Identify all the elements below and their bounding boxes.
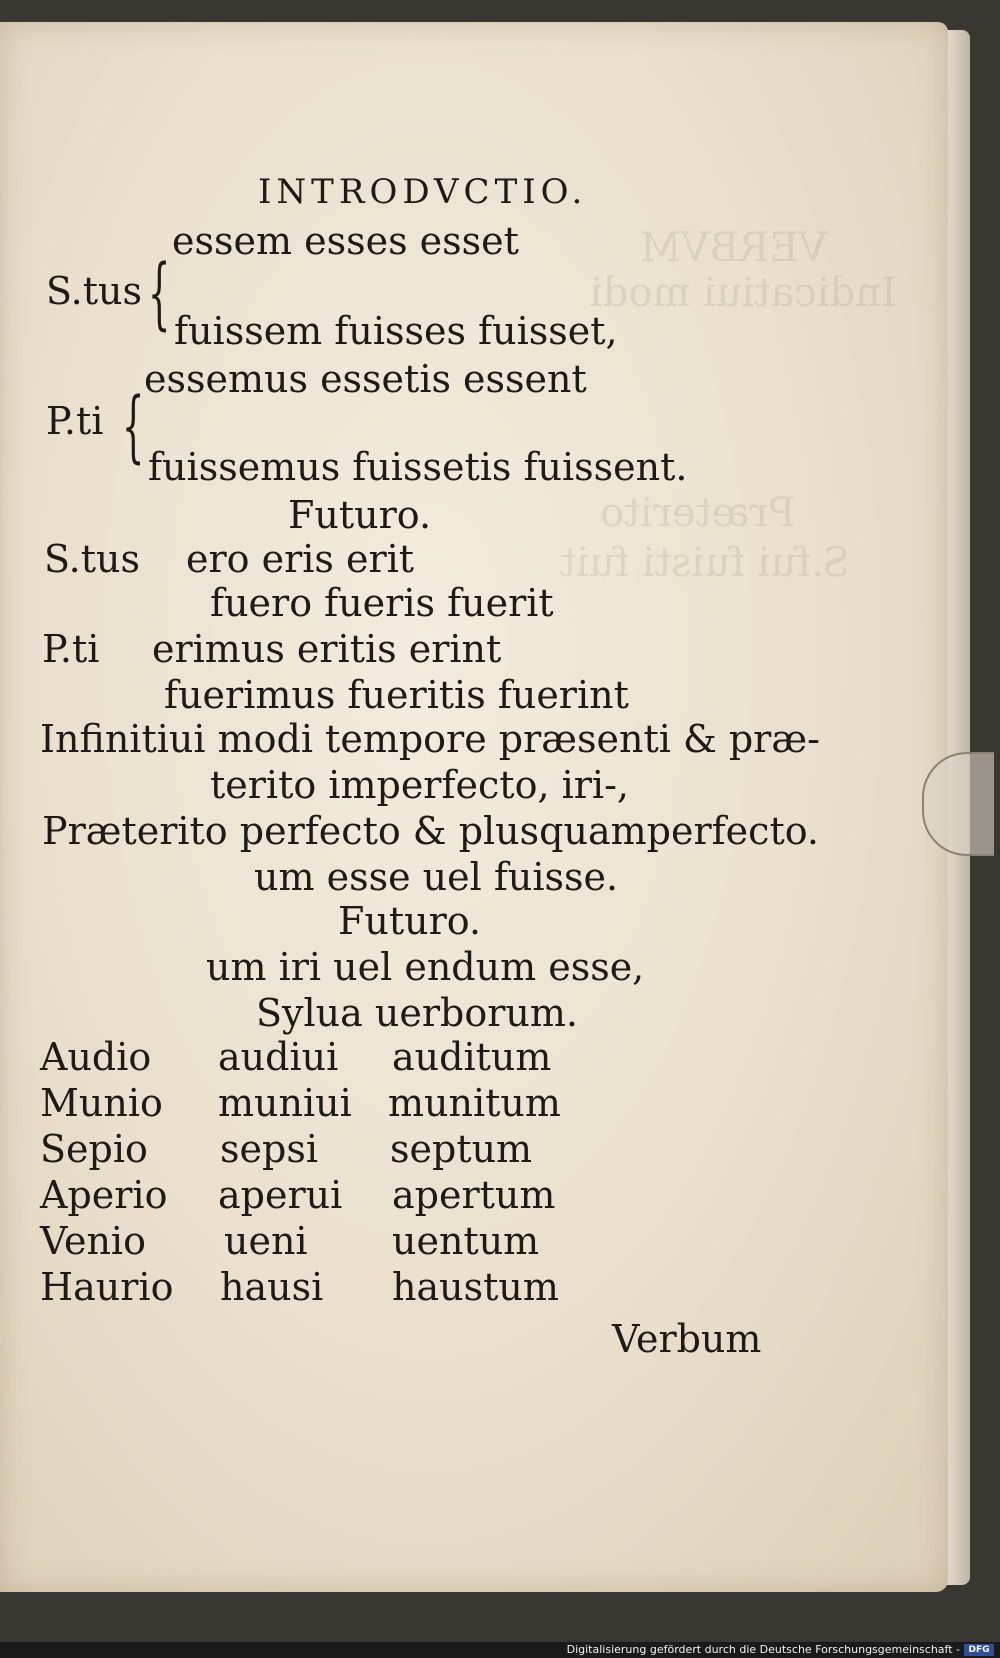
verb-cell: ueni (224, 1219, 308, 1263)
verb-cell: hausi (220, 1265, 324, 1309)
verb-cell: Sepio (40, 1127, 148, 1171)
row-label: S.tus (46, 269, 143, 313)
verb-cell: munitum (388, 1081, 561, 1125)
page-clip (922, 752, 994, 856)
catchword: Verbum (612, 1317, 762, 1361)
verb-cell: uentum (392, 1219, 540, 1263)
section-heading: Sylua uerborum. (256, 991, 578, 1035)
running-head: INTRODVCTIO. (258, 172, 588, 212)
verb-cell: septum (390, 1127, 533, 1171)
text-line: Præterito perfecto & plusquamperfecto. (42, 809, 820, 853)
verb-cell: Aperio (40, 1173, 168, 1217)
text-line: terito imperfecto, iri-, (210, 763, 630, 807)
text-line: essem esses esset (172, 219, 519, 263)
text-line: fuero fueris fuerit (210, 581, 554, 625)
brace-mark: { (122, 382, 145, 472)
verb-cell: Audio (40, 1035, 152, 1079)
verb-cell: aperui (218, 1173, 343, 1217)
section-heading: Futuro. (288, 493, 432, 537)
verb-cell: muniui (218, 1081, 352, 1125)
text-line: fuerimus fueritis fuerint (164, 673, 629, 717)
text-line: Infinitiui modi tempore præsenti & præ- (40, 717, 820, 761)
text-line: erimus eritis erint (152, 627, 502, 671)
text-line: um esse uel fuisse. (254, 855, 619, 899)
verb-cell: Venio (40, 1219, 146, 1263)
verb-cell: audiui (218, 1035, 339, 1079)
verb-cell: sepsi (220, 1127, 318, 1171)
row-label: P.ti (46, 399, 104, 443)
section-heading: Futuro. (338, 899, 482, 943)
row-label: P.ti (42, 627, 100, 671)
verb-cell: Haurio (40, 1265, 174, 1309)
verb-cell: Munio (40, 1081, 163, 1125)
text-line: essemus essetis essent (144, 357, 587, 401)
dfg-logo: DFG (964, 1644, 994, 1656)
text-line: fuissem fuisses fuisset, (174, 309, 618, 353)
verb-cell: auditum (392, 1035, 552, 1079)
verb-cell: haustum (392, 1265, 559, 1309)
text-line: fuissemus fuissetis fuissent. (148, 445, 688, 489)
verb-cell: apertum (392, 1173, 556, 1217)
text-line: ero eris erit (186, 537, 415, 581)
brace-mark: { (148, 249, 171, 339)
row-label: S.tus (44, 537, 141, 581)
funding-credit: Digitalisierung gefördert durch die Deutsche Forschungsgemeinschaft - (566, 1643, 960, 1656)
text-line: um iri uel endum esse, (206, 945, 645, 989)
